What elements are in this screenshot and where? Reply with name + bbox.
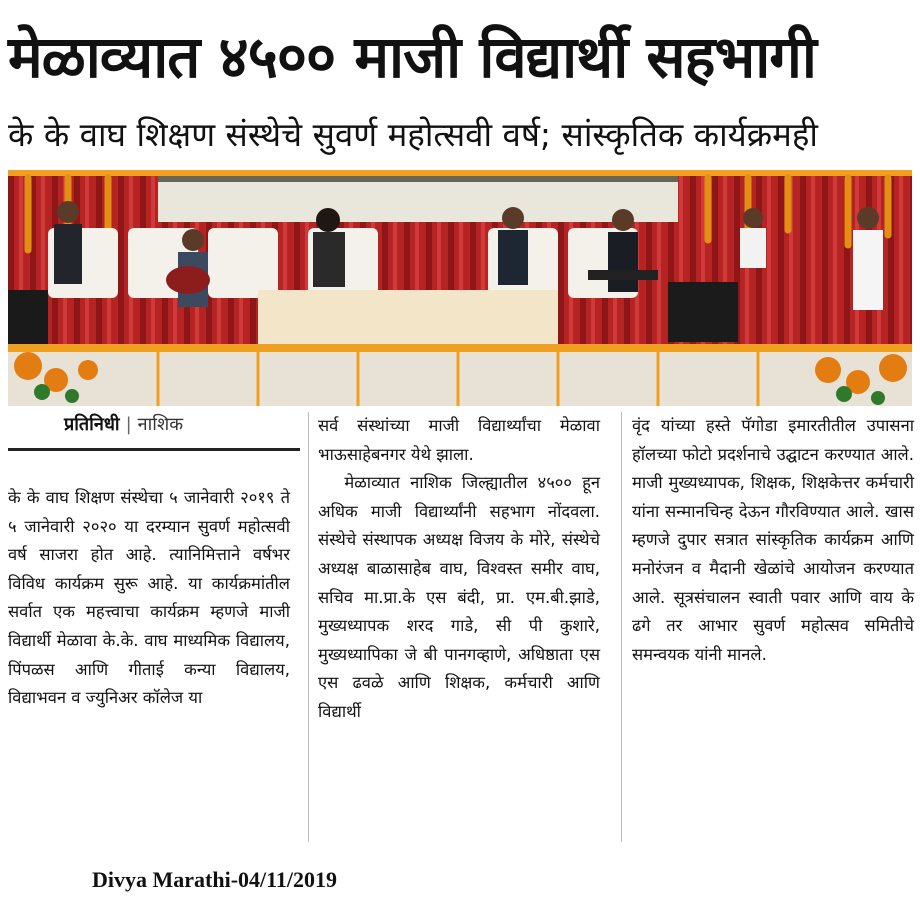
article-paragraph: वृंद यांच्या हस्ते पॅगोडा इमारतीतील उपासना हॉलच्या फोटो प्रदर्शनाचे उद्घाटन करण्यात आले. माजी मुख्यध्यापक, शिक्षक, शिक्षकेत्तर कर्मचारी यांना सन्मानचिन्ह देऊन गौरविण्यात आले. खास म्हणजे दुपार सत्रात सांस्कृतिक कार्यक्रम आणि मनोरंजन व मैदानी खेळांचे आयोजन करण्यात आले. सूत्रसंचालन स्वाती पवार आणि वाय के ढगे तर आभार सुवर्ण महोत्सव समितीचे समन्वयक यांनी मानले. [632, 416, 914, 664]
source-credit: Divya Marathi-04/11/2019 [92, 867, 338, 892]
article-paragraph: मेळाव्यात नाशिक जिल्ह्यातील ४५०० हून अधिक माजी विद्यार्थ्यांनी सहभाग नोंदवला. संस्थेचे संस्थापक अध्यक्ष विजय के मोरे, संस्थेचे अध्यक्ष बाळासाहेब वाघ, विश्वस्त समीर वाघ, सचिव मा.प्रा.के एस बंदी, प्रा. एम.बी.झाडे, मुख्यध्यापक शरद गाडे, सी पी कुशारे, मुख्यध्यापिका जे बी पानगव्हाणे, अधिष्ठाता एस एस ढवळे आणि शिक्षक, कर्मचारी आणि विद्यार्थी [318, 473, 600, 721]
column-divider [308, 412, 309, 842]
byline-rule [8, 448, 300, 451]
column-divider [621, 412, 622, 842]
byline [64, 413, 183, 437]
byline-separator: | [125, 414, 132, 435]
byline-reporter: प्रतिनिधी [64, 414, 120, 435]
article-column-1 [8, 484, 290, 713]
subheadline: के के वाघ शिक्षण संस्थेचे सुवर्ण महोत्सवी वर्ष; सांस्कृतिक कार्यक्रमही [8, 115, 818, 154]
article-column-3 [632, 412, 914, 669]
event-photo [8, 170, 912, 406]
stage-platform [258, 290, 558, 348]
article-paragraph: सर्व संस्थांच्या माजी विद्यार्थ्यांचा मेळावा भाऊसाहेबनगर येथे झाला. [318, 416, 600, 464]
stage-performance-image [8, 170, 912, 406]
byline-city: नाशिक [137, 414, 184, 435]
speaker [668, 282, 738, 342]
headline: मेळाव्यात ४५०० माजी विद्यार्थी सहभागी [8, 23, 816, 91]
article-paragraph: के के वाघ शिक्षण संस्थेचा ५ जानेवारी २०१९ ते ५ जानेवारी २०२० या दरम्यान सुवर्ण महोत्सवी वर्ष साजरा होत आहे. त्यानिमित्ताने वर्षभर विविध कार्यक्रम सुरू आहे. या कार्यक्रमांतील सर्वात एक महत्त्वाचा कार्यक्रम म्हणजे माजी विद्यार्थी मेळावा के.के. वाघ माध्यमिक विद्यालय, पिंपळस आणि गीताई कन्या विद्यालय, विद्याभवन व ज्युनिअर कॉलेज या [8, 488, 290, 708]
article-column-2 [318, 412, 600, 727]
